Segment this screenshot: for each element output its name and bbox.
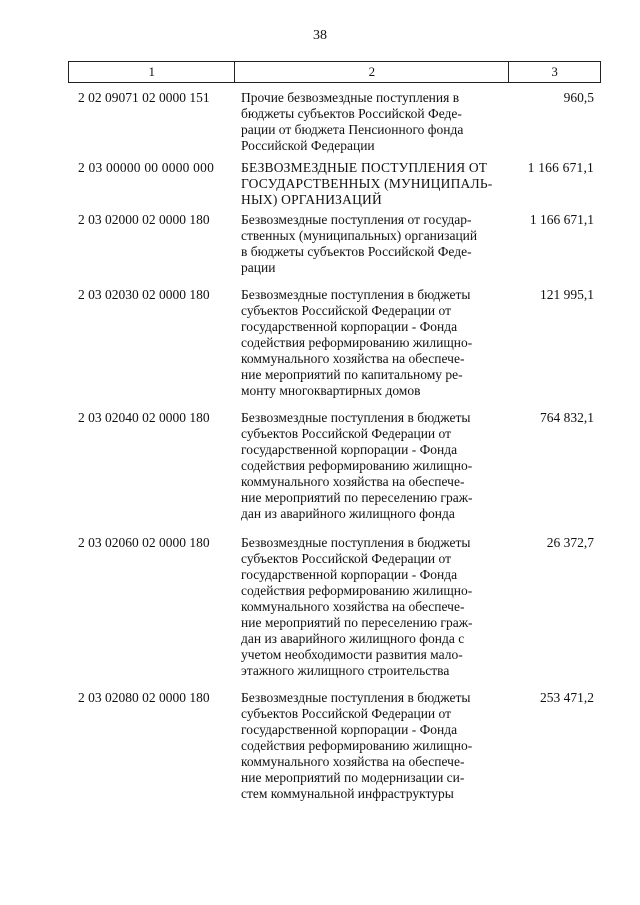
amount: 121 995,1	[540, 287, 594, 302]
amount: 253 471,2	[540, 690, 594, 705]
column-header-2: 2	[235, 62, 509, 83]
column-header-1: 1	[69, 62, 235, 83]
budget-code: 2 03 02000 02 0000 180	[78, 212, 210, 227]
amount: 1 166 671,1	[527, 160, 594, 175]
budget-code: 2 02 09071 02 0000 151	[78, 90, 210, 105]
budget-item-name: Прочие безвозмездные поступления в бюджеты субъектов Российской Феде- рации от бюджета Пенсионного фонда Российской Федерации	[241, 90, 464, 153]
budget-item-name: Безвозмездные поступления от государ- ственных (муниципальных) организаций в бюджеты субъектов Российской Феде- рации	[241, 212, 478, 275]
budget-code: 2 03 00000 00 0000 000	[78, 160, 215, 175]
amount: 764 832,1	[540, 410, 594, 425]
amount: 1 166 671,1	[529, 212, 594, 227]
amount: 960,5	[563, 90, 594, 105]
budget-item-name: Безвозмездные поступления в бюджеты субъектов Российской Федерации от государственной корпорации - Фонда содействия реформированию жилищно- коммунального хозяйства на обеспече- ние мероприятий по модернизации си- стем коммунальной инфраструктуры	[241, 690, 473, 801]
column-header-row	[69, 62, 601, 83]
budget-code: 2 03 02030 02 0000 180	[78, 287, 210, 302]
budget-item-name: Безвозмездные поступления в бюджеты субъектов Российской Федерации от государственной корпорации - Фонда содействия реформированию жилищно- коммунального хозяйства на обеспече- ние мероприятий по переселению граж- дан из аварийного жилищного фонда с учетом необходимости развития мало- этажного жилищного строительства	[241, 535, 473, 678]
budget-item-name: БЕЗВОЗМЕЗДНЫЕ ПОСТУПЛЕНИЯ ОТ ГОСУДАРСТВЕННЫХ (МУНИЦИПАЛЬ- НЫХ) ОРГАНИЗАЦИЙ	[241, 160, 493, 207]
budget-code: 2 03 02040 02 0000 180	[78, 410, 210, 425]
page-number: 38	[313, 28, 327, 43]
column-header-3: 3	[509, 62, 601, 83]
column-header-table	[68, 61, 601, 83]
budget-code: 2 03 02080 02 0000 180	[78, 690, 210, 705]
budget-item-name: Безвозмездные поступления в бюджеты субъектов Российской Федерации от государственной корпорации - Фонда содействия реформированию жилищно- коммунального хозяйства на обеспече- ние мероприятий по капитальному ре- монту многоквартирных домов	[241, 287, 473, 398]
amount: 26 372,7	[546, 535, 594, 550]
budget-code: 2 03 02060 02 0000 180	[78, 535, 210, 550]
budget-item-name: Безвозмездные поступления в бюджеты субъектов Российской Федерации от государственной корпорации - Фонда содействия реформированию жилищно- коммунального хозяйства на обеспече- ние мероприятий по переселению граж- дан из аварийного жилищного фонда	[241, 410, 473, 521]
